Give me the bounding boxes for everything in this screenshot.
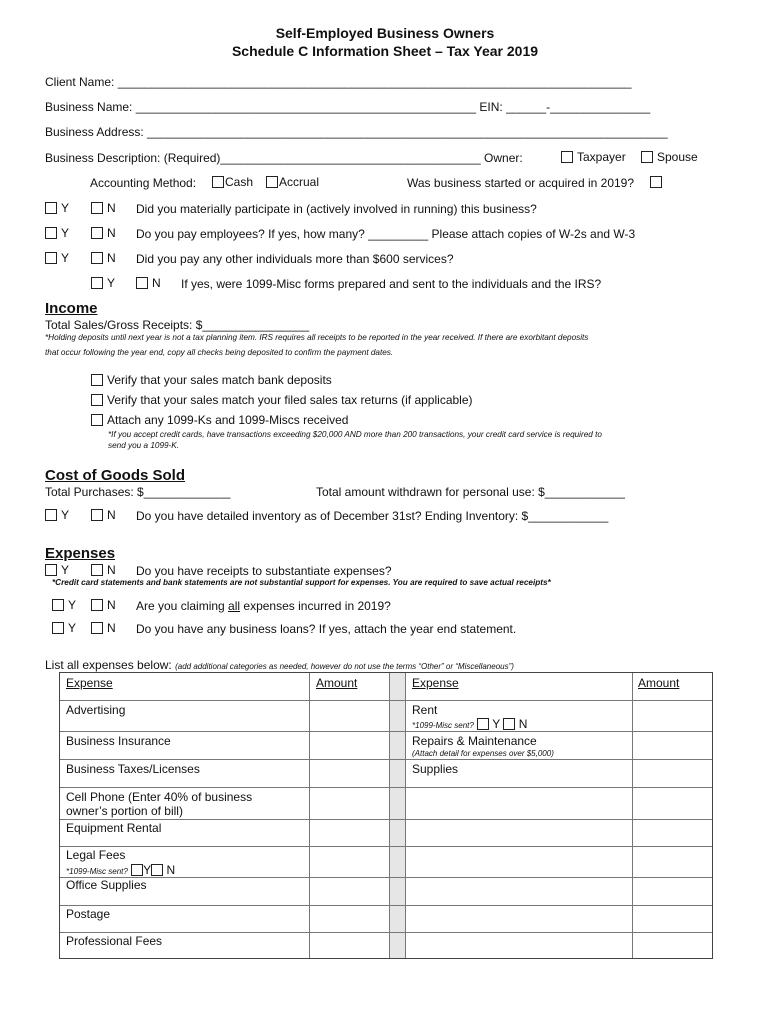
q1-text: Did you materially participate in (actively involved in running) this business?	[136, 202, 537, 216]
started-2019-checkbox[interactable]	[650, 176, 662, 188]
row-office-supplies: Office Supplies	[66, 878, 147, 892]
inventory-question: Do you have detailed inventory as of December 31st? Ending Inventory: $____________	[136, 509, 609, 523]
q1-yes[interactable]: Y	[45, 201, 69, 215]
row-equipment-rental: Equipment Rental	[66, 821, 162, 835]
cogs-heading: Cost of Goods Sold	[45, 467, 185, 484]
q4-yes-checkbox[interactable]	[91, 277, 103, 289]
receipts-no-checkbox[interactable]	[91, 564, 103, 576]
q4-no-checkbox[interactable]	[136, 277, 148, 289]
receipts-question: Do you have receipts to substantiate expenses?	[136, 564, 392, 578]
row-supplies: Supplies	[412, 762, 459, 776]
income-note-4: send you a 1099-K.	[108, 441, 180, 450]
q3-text: Did you pay any other individuals more than $600 services?	[136, 252, 454, 266]
inventory-yes-checkbox[interactable]	[45, 509, 57, 521]
claiming-no-checkbox[interactable]	[91, 599, 103, 611]
attach-1099-checkbox[interactable]	[91, 414, 103, 426]
row-cell-phone-line1: Cell Phone (Enter 40% of business	[66, 790, 253, 804]
attach-1099[interactable]: Attach any 1099-Ks and 1099-Miscs received	[91, 413, 348, 427]
col-amount-header-right: Amount	[638, 676, 680, 690]
row-professional-fees: Professional Fees	[66, 934, 163, 948]
owner-taxpayer-checkbox[interactable]	[561, 151, 573, 163]
personal-withdrawal-field[interactable]: Total amount withdrawn for personal use: $____________	[316, 485, 625, 499]
col-amount-header-left: Amount	[316, 676, 358, 690]
inventory-no[interactable]: N	[91, 508, 116, 522]
owner-taxpayer-option[interactable]	[561, 150, 626, 164]
q3-yes[interactable]: Y	[45, 251, 69, 265]
q4-no[interactable]: N	[136, 276, 161, 290]
row-repairs-maintenance: Repairs & Maintenance	[412, 734, 537, 748]
total-purchases-field[interactable]: Total Purchases: $_____________	[45, 485, 231, 499]
q4-text: If yes, were 1099-Misc forms prepared and sent to the individuals and the IRS?	[181, 277, 602, 291]
q1-no-checkbox[interactable]	[91, 202, 103, 214]
claiming-yes[interactable]: Y	[52, 598, 76, 612]
claiming-question: Are you claiming all expenses incurred in 2019?	[136, 599, 391, 613]
owner-taxpayer-label: Taxpayer	[577, 150, 626, 164]
row-cell-phone-line2: owner’s portion of bill)	[66, 804, 183, 818]
row-advertising: Advertising	[66, 703, 126, 717]
q3-yes-checkbox[interactable]	[45, 252, 57, 264]
business-description-field[interactable]: Business Description: (Required)_______________________________________ Owner:	[45, 151, 523, 165]
row-business-insurance: Business Insurance	[66, 734, 171, 748]
row-rent: Rent	[412, 703, 438, 717]
loans-question: Do you have any business loans? If yes, attach the year end statement.	[136, 622, 517, 636]
inventory-yes[interactable]: Y	[45, 508, 69, 522]
form-title-line1: Self-Employed Business Owners	[275, 25, 495, 41]
accrual-option[interactable]	[266, 175, 319, 189]
expenses-list-intro: List all expenses below: (add additional categories as needed, however do not use the terms “Other” or “Miscellaneous”)	[45, 658, 514, 672]
legal-1099-yes-checkbox[interactable]	[131, 864, 143, 876]
repairs-note: (Attach detail for expenses over $5,000)	[412, 749, 554, 758]
q3-no[interactable]: N	[91, 251, 116, 265]
claiming-yes-checkbox[interactable]	[52, 599, 64, 611]
started-2019-question: Was business started or acquired in 2019?	[407, 176, 635, 190]
verify-sales-tax-checkbox[interactable]	[91, 394, 103, 406]
q1-yes-checkbox[interactable]	[45, 202, 57, 214]
expense-table	[59, 672, 713, 959]
owner-spouse-checkbox[interactable]	[641, 151, 653, 163]
cash-checkbox[interactable]	[212, 176, 224, 188]
owner-spouse-option[interactable]	[641, 150, 698, 164]
business-name-field[interactable]: Business Name: ___________________________________________________ EIN: ______-_______________	[45, 100, 651, 114]
q2-yes[interactable]: Y	[45, 226, 69, 240]
verify-sales-tax[interactable]: Verify that your sales match your filed sales tax returns (if applicable)	[91, 393, 473, 407]
receipts-yes-checkbox[interactable]	[45, 564, 57, 576]
expenses-heading: Expenses	[45, 545, 116, 562]
col-expense-header-left: Expense	[66, 676, 113, 690]
q3-no-checkbox[interactable]	[91, 252, 103, 264]
rent-1099: *1099-Misc sent? Y N	[412, 717, 528, 731]
row-postage: Postage	[66, 907, 111, 921]
table-divider-column	[389, 673, 405, 958]
verify-bank-deposits-checkbox[interactable]	[91, 374, 103, 386]
loans-no-checkbox[interactable]	[91, 622, 103, 634]
started-2019-checkbox-wrap[interactable]	[650, 175, 666, 189]
q4-yes[interactable]: Y	[91, 276, 115, 290]
cash-option[interactable]	[212, 175, 253, 189]
inventory-no-checkbox[interactable]	[91, 509, 103, 521]
cash-label: Cash	[225, 175, 254, 189]
income-heading: Income	[45, 300, 98, 317]
accounting-method-label: Accounting Method:	[90, 176, 197, 190]
accrual-label: Accrual	[279, 175, 320, 189]
claiming-no[interactable]: N	[91, 598, 116, 612]
form-title-line2: Schedule C Information Sheet – Tax Year 2019	[231, 43, 539, 59]
q2-no-checkbox[interactable]	[91, 227, 103, 239]
rent-1099-yes-checkbox[interactable]	[477, 718, 489, 730]
legal-1099-no-checkbox[interactable]	[151, 864, 163, 876]
q2-text: Do you pay employees? If yes, how many? _________ Please attach copies of W-2s and W-3	[136, 227, 636, 241]
income-note-2: that occur following the year end, copy all checks being deposited to confirm the payment dates.	[45, 348, 394, 357]
col-expense-header-right: Expense	[412, 676, 459, 690]
receipts-note: *Credit card statements and bank statements are not substantial support for expenses. You are required to save actual receipts*	[52, 578, 551, 587]
q2-no[interactable]: N	[91, 226, 116, 240]
business-address-field[interactable]: Business Address: ______________________________________________________________________________	[45, 125, 668, 139]
verify-bank-deposits[interactable]: Verify that your sales match bank deposits	[91, 373, 332, 387]
rent-1099-no-checkbox[interactable]	[503, 718, 515, 730]
loans-yes-checkbox[interactable]	[52, 622, 64, 634]
accrual-checkbox[interactable]	[266, 176, 278, 188]
owner-spouse-label: Spouse	[657, 150, 698, 164]
loans-yes[interactable]: Y	[52, 621, 76, 635]
income-note-3: *If you accept credit cards, have transactions exceeding $20,000 AND more than 200 transactions, your credit card service is required to	[108, 430, 602, 439]
total-sales-field[interactable]: Total Sales/Gross Receipts: $________________	[45, 318, 310, 332]
income-note-1: *Holding deposits until next year is not a tax planning item. IRS requires all receipts to be reported in the year received. If there are exorbitant deposits	[45, 333, 589, 342]
row-legal-fees: Legal Fees	[66, 848, 126, 862]
q2-yes-checkbox[interactable]	[45, 227, 57, 239]
receipts-yes[interactable]: Y	[45, 563, 69, 577]
client-name-field[interactable]: Client Name: _____________________________________________________________________________	[45, 75, 632, 89]
row-business-taxes: Business Taxes/Licenses	[66, 762, 200, 776]
loans-no[interactable]: N	[91, 621, 116, 635]
receipts-no[interactable]: N	[91, 563, 116, 577]
q1-no[interactable]: N	[91, 201, 116, 215]
legal-fees-1099: *1099-Misc sent? Y N	[66, 863, 176, 877]
